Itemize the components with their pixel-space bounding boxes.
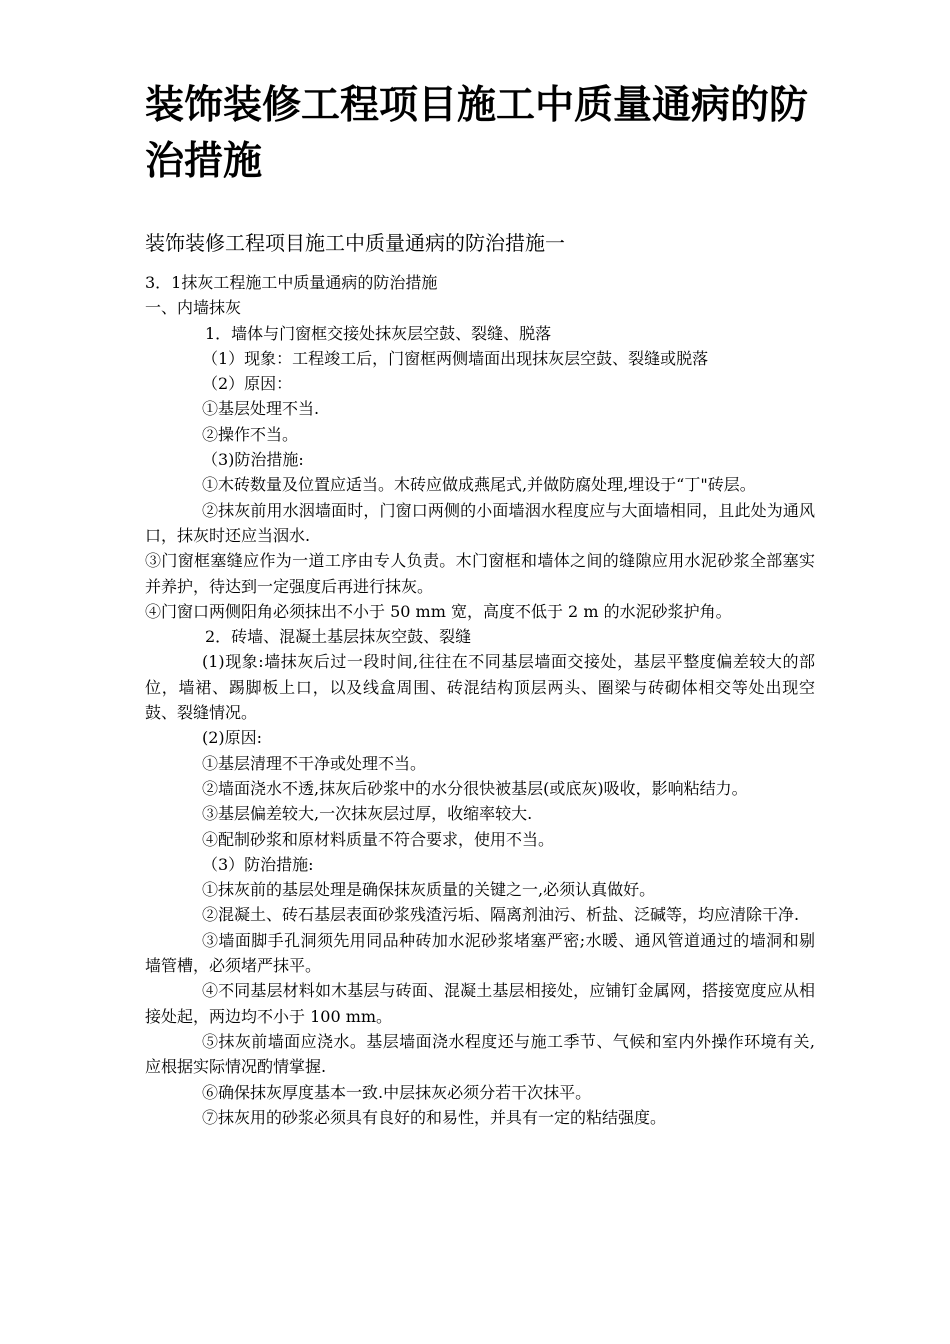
paragraph: ①抹灰前的基层处理是确保抹灰质量的关键之一,必须认真做好。 [202,880,656,900]
paragraph: (1)现象:墙抹灰后过一段时间,往往在不同基层墙面交接处，基层平整度偏差较大的部位，墙裙、踢脚板上口，以及线盒周围、砖混结构顶层两头、圈梁与砖砌体相交等处出现空鼓、裂缝情况。 [145,652,815,723]
paragraph: （2）原因： [202,374,293,394]
paragraph: 一、内墙抹灰 [145,298,242,318]
paragraph: ②墙面浇水不透,抹灰后砂浆中的水分很快被基层(或底灰)吸收，影响粘结力。 [202,778,748,798]
paragraph: ④门窗口两侧阳角必须抹出不小于 50 mm 宽，高度不低于 2 m 的水泥砂浆护角。 [145,601,732,621]
document-title: 装饰装修工程项目施工中质量通病的防治措施 [145,83,809,184]
paragraph: ④配制砂浆和原材料质量不符合要求，使用不当。 [202,829,555,849]
paragraph: （3）防治措施: [202,854,314,874]
paragraph: ①基层处理不当. [202,399,320,419]
paragraph: ③墙面脚手孔洞须先用同品种砖加水泥砂浆堵塞严密;水暖、通风管道通过的墙洞和剔墙管槽，必须堵严抹平。 [145,930,815,976]
paragraph: 2．砖墙、混凝土基层抹灰空鼓、裂缝 [205,627,472,647]
paragraph: ②混凝土、砖石基层表面砂浆残渣污垢、隔离剂油污、析盐、泛碱等，均应清除干净. [202,905,800,925]
document-body [145,270,815,1130]
paragraph: ④不同基层材料如木基层与砖面、混凝土基层相接处，应铺钉金属网，搭接宽度应从相接处起，两边均不小于 100 mm。 [145,981,815,1026]
paragraph: ③基层偏差较大,一次抹灰层过厚，收缩率较大. [202,804,533,824]
paragraph: ②抹灰前用水洇墙面时，门窗口两侧的小面墙洇水程度应与大面墙相同，且此处为通风口，抹灰时还应当洇水. [145,500,815,545]
paragraph: ⑤抹灰前墙面应浇水。基层墙面浇水程度还与施工季节、气候和室内外操作环境有关,应根据实际情况酌情掌握. [145,1031,815,1077]
paragraph: 3．1抹灰工程施工中质量通病的防治措施 [145,273,438,292]
paragraph: ⑥确保抹灰厚度基本一致.中层抹灰必须分若干次抹平。 [202,1082,592,1102]
paragraph: (2)原因: [202,728,263,748]
paragraph: ②操作不当。 [202,424,299,444]
paragraph: ③门窗框塞缝应作为一道工序由专人负责。木门窗框和墙体之间的缝隙应用水泥砂浆全部塞实并养护，待达到一定强度后再进行抹灰。 [145,551,815,596]
paragraph: ⑦抹灰用的砂浆必须具有良好的和易性，并具有一定的粘结强度。 [202,1107,667,1127]
paragraph: ①基层清理不干净或处理不当。 [202,753,427,773]
paragraph: （3)防治措施: [202,450,304,470]
document-subtitle: 装饰装修工程项目施工中质量通病的防治措施一 [145,231,565,255]
paragraph: 1．墙体与门窗框交接处抹灰层空鼓、裂缝、脱落 [205,323,552,343]
paragraph: （1）现象：工程竣工后，门窗框两侧墙面出现抹灰层空鼓、裂缝或脱落 [202,348,709,368]
paragraph: ①木砖数量及位置应适当。木砖应做成燕尾式,并做防腐处理,埋设于“丁"砖层。 [202,475,756,495]
